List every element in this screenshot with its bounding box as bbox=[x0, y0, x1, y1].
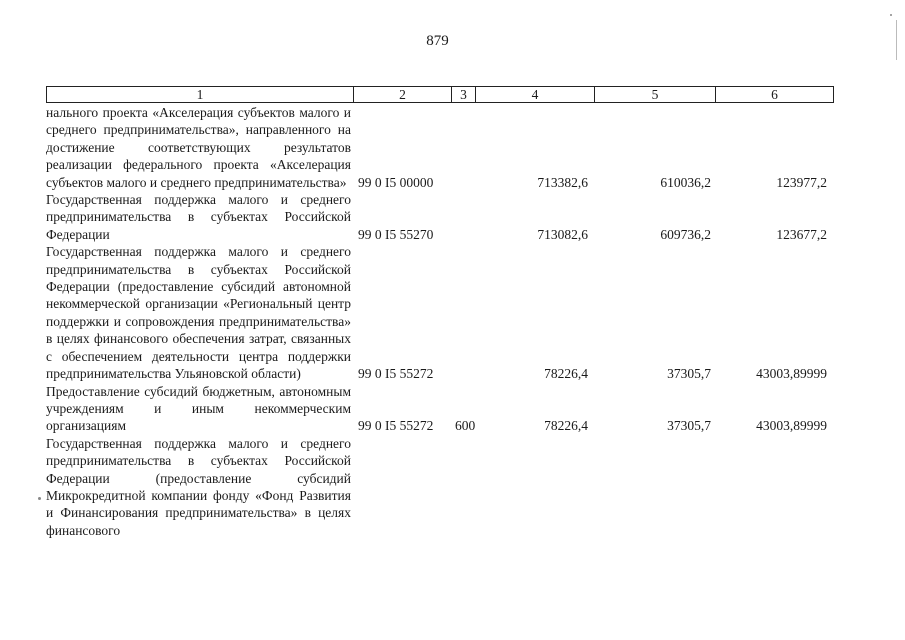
scan-speck bbox=[890, 14, 892, 16]
row-value-5: 610036,2 bbox=[660, 174, 711, 190]
table-row bbox=[46, 435, 846, 539]
table-row bbox=[46, 383, 846, 435]
row-name: Государственная поддержка малого и среднего предпринимательства в субъектах Российской Федерации (предоставление субсидий Микрокредитной компании фонду «Фонд Развития и Финансирования предпринимательства» в целях финансового bbox=[46, 435, 351, 538]
scan-edge-mark bbox=[896, 20, 897, 60]
row-code: 99 0 I5 00000 bbox=[358, 174, 434, 190]
row-value-6: 43003,89999 bbox=[756, 366, 827, 382]
row-value-6: 43003,89999 bbox=[756, 418, 827, 434]
scan-speck bbox=[38, 497, 41, 500]
header-col-1: 1 bbox=[47, 87, 354, 102]
table-row bbox=[46, 191, 846, 243]
header-col-3: 3 bbox=[452, 87, 476, 102]
row-value-4: 78226,4 bbox=[544, 418, 588, 434]
header-col-5: 5 bbox=[595, 87, 716, 102]
row-code: 99 0 I5 55270 bbox=[358, 226, 434, 242]
row-code: 99 0 I5 55272 bbox=[358, 418, 434, 434]
header-col-6: 6 bbox=[771, 87, 778, 102]
table-header bbox=[46, 86, 834, 103]
row-name: Предоставление субсидий бюджетным, автономным учреждениям и иным некоммерческим организациям bbox=[46, 383, 351, 434]
row-value-5: 37305,7 bbox=[667, 366, 711, 382]
header-col-2: 2 bbox=[354, 87, 452, 102]
row-value-5: 37305,7 bbox=[667, 418, 711, 434]
row-name: нального проекта «Акселерация субъектов малого и среднего предпринимательства», направленного на достижение соответствующих результатов реализации федерального проекта «Акселерация субъектов малого и среднего предпринимательства» bbox=[46, 105, 351, 190]
row-value-4: 78226,4 bbox=[544, 366, 588, 382]
row-vr: 600 bbox=[455, 418, 476, 434]
table-body bbox=[46, 104, 846, 539]
row-value-6: 123677,2 bbox=[776, 226, 827, 242]
row-value-4: 713082,6 bbox=[537, 226, 588, 242]
header-col-4: 4 bbox=[476, 87, 595, 102]
row-name: Государственная поддержка малого и среднего предпринимательства в субъектах Российской Федерации (предоставление субсидий автономной некоммерческой организации «Региональный центр поддержки и сопровождения предпринимательства» в целях финансового обеспечения затрат, связанных с обеспечением деятельности центра поддержки предпринимательства Ульяновской области) bbox=[46, 244, 351, 382]
table-row bbox=[46, 243, 846, 382]
row-value-5: 609736,2 bbox=[660, 226, 711, 242]
table-row bbox=[46, 104, 846, 191]
row-value-6: 123977,2 bbox=[776, 174, 827, 190]
page-number: 879 bbox=[426, 33, 449, 49]
row-name: Государственная поддержка малого и среднего предпринимательства в субъектах Российской Федерации bbox=[46, 192, 351, 242]
row-value-4: 713382,6 bbox=[537, 174, 588, 190]
row-code: 99 0 I5 55272 bbox=[358, 366, 434, 382]
